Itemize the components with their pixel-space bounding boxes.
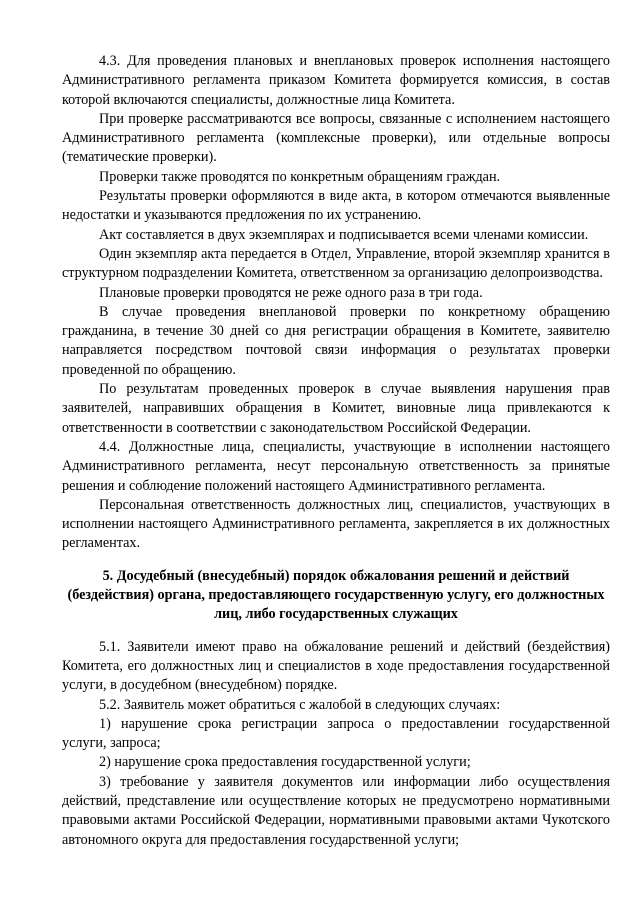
paragraph-inspection-results: Результаты проверки оформляются в виде акта, в котором отмечаются выявленные недостатки и указываются предложения по их устранению. — [62, 188, 610, 224]
paragraph-act-copies: Акт составляется в двух экземплярах и подписывается всеми членами комиссии. — [99, 226, 589, 243]
paragraph-violations-liability: По результатам проведенных проверок в случае выявления нарушения прав заявителей, направивших обращения в Комитет, виновные лица привлекаются к ответственности в соответствии с законодательством Российской Федерации. — [62, 381, 610, 436]
list-item-2: 2) нарушение срока предоставления государственной услуги; — [99, 754, 471, 771]
list-item-3: 3) требование у заявителя документов или информации либо осуществления действий, представление или осуществление которых не предусмотрено нормативными правовыми актами Российской Федерации, нормативными правовыми актами Чукотского автономного округа для предоставления государственной услуги; — [62, 773, 610, 848]
paragraph-citizen-appeals: Проверки также проводятся по конкретным обращениям граждан. — [99, 168, 501, 185]
list-item-1: 1) нарушение срока регистрации запроса о предоставлении государственной услуги, запроса; — [62, 715, 610, 752]
paragraph-act-storage: Один экземпляр акта передается в Отдел, Управление, второй экземпляр хранится в структурном подразделении Комитета, ответственном за организацию делопроизводства. — [62, 245, 610, 282]
paragraph-5-2: 5.2. Заявитель может обратиться с жалобой в следующих случаях: — [99, 696, 501, 713]
paragraph-4-4: 4.4. Должностные лица, специалисты, участвующие в исполнении настоящего Административного регламента, несут персональную ответственность за принятые решения и соблюдение положений настоящего Административного регламента. — [62, 438, 610, 494]
document-page — [62, 52, 610, 850]
paragraph-inspection-scope: При проверке рассматриваются все вопросы, связанные с исполнением настоящего Административного регламента (комплексные проверки), или отдельные вопросы (тематические проверки). — [62, 110, 610, 166]
section-5-heading: 5. Досудебный (внесудебный) порядок обжалования решений и действий (бездействия) органа, предоставляющего государственную услугу, его должностных лиц, либо государственных служащих — [67, 567, 605, 623]
paragraph-4-3: 4.3. Для проведения плановых и внеплановых проверок исполнения настоящего Административного регламента приказом Комитета формируется комиссия, в состав которой включаются специалисты, должностные лица Комитета. — [62, 53, 610, 108]
paragraph-5-1: 5.1. Заявители имеют право на обжалование решений и действий (бездействия) Комитета, его должностных лиц и специалистов в ходе предоставления государственной услуги, в досудебном (внесудебном) порядке. — [62, 638, 610, 694]
paragraph-planned-inspections: Плановые проверки проводятся не реже одного раза в три года. — [99, 284, 483, 301]
paragraph-personal-responsibility: Персональная ответственность должностных лиц, специалистов, участвующих в исполнении настоящего Административного регламента, закрепляется в их должностных регламентах. — [62, 496, 610, 552]
paragraph-unscheduled-inspection: В случае проведения внеплановой проверки по конкретному обращению гражданина, в течение 30 дней со дня регистрации обращения в Комитете, заявителю направляется посредством почтовой связи информация о результатах проверки проведенной по обращению. — [62, 303, 610, 378]
